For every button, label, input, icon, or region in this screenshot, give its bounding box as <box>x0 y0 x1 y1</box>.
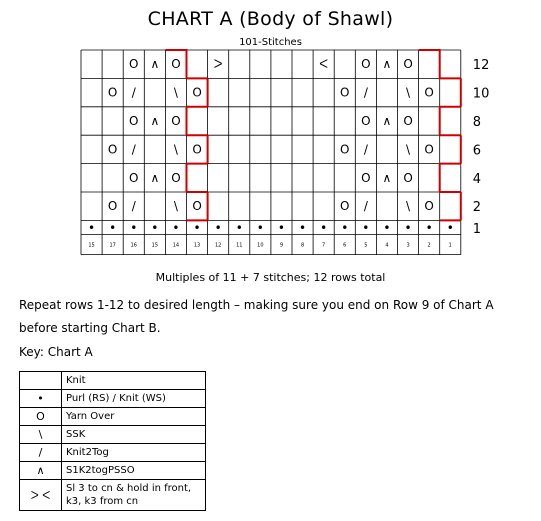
chart-symbol: ∧ <box>382 57 392 72</box>
chart-symbol: O <box>171 57 181 72</box>
chart-caption: Multiples of 11 + 7 stitches; 12 rows total <box>155 271 386 284</box>
column-number: 17 <box>109 242 116 249</box>
column-number: 9 <box>279 242 284 249</box>
chart-symbol: O <box>192 142 202 157</box>
chart-symbol: O <box>424 199 434 214</box>
chart-symbol: O <box>340 142 350 157</box>
row-number: 4 <box>472 171 482 187</box>
chart-symbol: ᐸ <box>319 57 329 72</box>
chart-symbol: ᐳ <box>213 57 223 72</box>
row-number: 2 <box>472 200 482 216</box>
column-number: 6 <box>343 242 347 249</box>
column-number: 5 <box>364 242 368 249</box>
chart-symbol: O <box>129 114 139 128</box>
column-number: 15 <box>151 242 159 249</box>
column-number: 13 <box>193 242 201 249</box>
key-description: Knit <box>62 372 206 390</box>
key-symbol <box>20 372 62 390</box>
key-row <box>20 390 206 408</box>
chart-symbol: O <box>129 57 139 72</box>
key-symbol: • <box>20 390 62 408</box>
column-number: 4 <box>385 242 389 249</box>
chart-symbol: • <box>151 221 159 236</box>
chart-symbol: / <box>131 199 136 214</box>
chart-symbol: / <box>363 199 368 214</box>
chart-symbol: • <box>130 221 138 236</box>
repeat-note: Repeat rows 1-12 to desired length – making sure you end on Row 9 of Chart A before starting Chart B. <box>19 298 494 335</box>
chart-symbol: ∧ <box>382 114 392 128</box>
key-row <box>20 426 206 444</box>
stitch-count: 101-Stitches <box>239 37 302 48</box>
chart-symbol: O <box>340 85 350 100</box>
chart-symbol: O <box>107 85 118 100</box>
chart-symbol: • <box>256 221 264 236</box>
chart-symbol: \ <box>173 199 178 214</box>
chart-symbol: / <box>131 142 136 157</box>
chart-symbol: O <box>361 57 371 72</box>
row-number: 8 <box>472 115 482 130</box>
chart-symbol: \ <box>406 142 411 157</box>
chart-symbol: ∧ <box>150 57 160 72</box>
chart-symbol: • <box>277 221 285 236</box>
key-description: Purl (RS) / Knit (WS) <box>62 390 206 408</box>
row-number: 12 <box>472 58 490 74</box>
chart-symbol: ∧ <box>150 170 160 185</box>
chart-symbol: \ <box>173 85 178 100</box>
row-number: 1 <box>472 222 482 238</box>
key-symbol: / <box>20 444 62 462</box>
chart-symbol: • <box>88 221 96 236</box>
chart-symbol: \ <box>173 142 178 157</box>
chart-symbol: • <box>299 221 307 236</box>
chart-symbol: O <box>424 142 434 157</box>
chart-symbol: ∧ <box>150 114 160 128</box>
column-number: 2 <box>427 242 431 249</box>
key-title: Key: Chart A <box>19 345 93 359</box>
key-description: Knit2Tog <box>62 444 206 462</box>
column-number: 15 <box>88 242 95 249</box>
chart-symbol: • <box>320 221 328 236</box>
chart-symbol: O <box>403 170 413 185</box>
column-number: 10 <box>257 242 264 249</box>
chart-symbol: O <box>403 114 413 128</box>
chart-symbol: O <box>424 85 434 100</box>
chart-symbol: • <box>172 221 180 236</box>
column-number: 11 <box>236 242 243 249</box>
key-row <box>20 462 206 480</box>
column-number: 7 <box>322 242 326 249</box>
chart-symbol: O <box>192 199 202 214</box>
chart-symbol: O <box>361 114 371 128</box>
chart-symbol: • <box>362 221 370 236</box>
chart-title: CHART A (Body of Shawl) <box>147 8 394 30</box>
chart-symbol: • <box>383 221 391 236</box>
chart-symbol: / <box>131 85 136 100</box>
column-number: 14 <box>172 242 180 249</box>
key-symbol: ᐳ ᐸ <box>20 480 62 511</box>
row-number: 6 <box>472 143 482 159</box>
key-row <box>20 408 206 426</box>
chart-symbol: O <box>340 199 350 214</box>
row-number: 10 <box>472 86 490 102</box>
chart-symbol: • <box>341 221 349 236</box>
chart-symbol: O <box>192 85 202 100</box>
chart-symbol: / <box>363 142 368 157</box>
column-number: 3 <box>406 242 410 249</box>
chart-symbol: O <box>403 57 413 72</box>
chart-symbol: O <box>129 170 139 185</box>
chart-symbol: O <box>107 199 118 214</box>
key-symbol: ∧ <box>20 462 62 480</box>
chart-symbol: • <box>446 221 454 236</box>
chart-symbol: • <box>404 221 412 236</box>
chart-symbol: • <box>214 221 222 236</box>
chart-symbol: ∧ <box>382 170 392 185</box>
chart-symbol: • <box>193 221 201 236</box>
key-description: Sl 3 to cn & hold in front, k3, k3 from cn <box>62 480 206 511</box>
chart-symbol: O <box>361 170 371 185</box>
key-symbol: \ <box>20 426 62 444</box>
column-number: 12 <box>214 242 222 249</box>
chart-symbol: O <box>171 114 181 128</box>
column-number: 1 <box>448 242 452 249</box>
key-row <box>20 372 206 390</box>
key-row <box>20 444 206 462</box>
key-description: S1K2togPSSO <box>62 462 206 480</box>
key-symbol: O <box>20 408 62 426</box>
chart-symbol: \ <box>406 199 411 214</box>
chart-symbol: • <box>109 221 117 236</box>
column-number: 8 <box>300 242 305 249</box>
chart-symbol: • <box>235 221 243 236</box>
chart-symbol: • <box>425 221 433 236</box>
chart-symbol: O <box>171 170 181 185</box>
chart-symbol: / <box>363 85 368 100</box>
key-description: SSK <box>62 426 206 444</box>
chart-symbol: \ <box>406 85 411 100</box>
chart-symbol: O <box>107 142 118 157</box>
symbol-key-table <box>19 371 206 511</box>
key-row <box>20 480 206 511</box>
key-description: Yarn Over <box>62 408 206 426</box>
column-number: 16 <box>130 242 137 249</box>
